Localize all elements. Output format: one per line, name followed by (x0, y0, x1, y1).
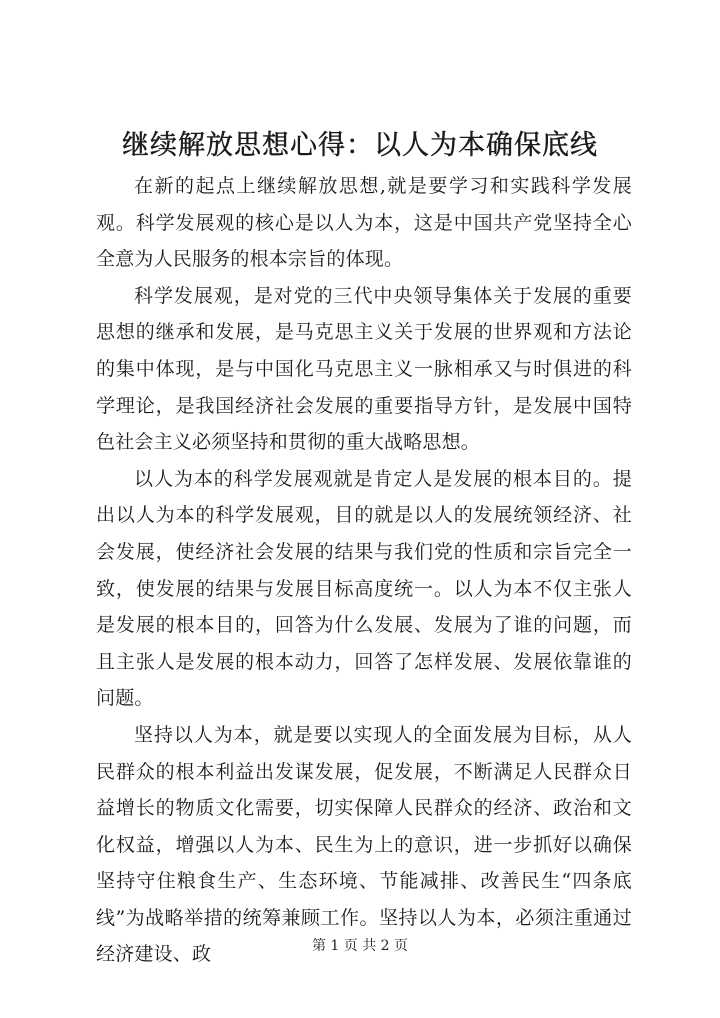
paragraph-3: 以人为本的科学发展观就是肯定人是发展的根本目的。提出以人为本的科学发展观，目的就是以人的发展统领经济、社会发展，使经济社会发展的结果与我们党的性质和宗旨完全一致，使发展的结果与发展目标高度统一。以人为本不仅主张人是发展的根本目的，回答为什么发展、发展为了谁的问题，而且主张人是发展的根本动力，回答了怎样发展、发展依靠谁的问题。 (96, 467, 632, 710)
document-title: 继续解放思想心得：以人为本确保底线 (122, 130, 598, 161)
paragraph-2: 科学发展观，是对党的三代中央领导集体关于发展的重要思想的继承和发展，是马克思主义关于发展的世界观和方法论的集中体现，是与中国化马克思主义一脉相承又与时俱进的科学理论，是我国经济社会发展的重要指导方针，是发展中国特色社会主义必须坚持和贯彻的重大战略思想。 (96, 284, 632, 454)
paragraph-4: 坚持以人为本，就是要以实现人的全面发展为目标，从人民群众的根本利益出发谋发展，促发展，不断满足人民群众日益增长的物质文化需要，切实保障人民群众的经济、政治和文化权益，增强以人为本、民生为上的意识，进一步抓好以确保坚持守住粮食生产、生态环境、节能减排、改善民生“四条底线”为战略举措的统筹兼顾工作。坚持以人为本，必须注重通过经济建设、政 (96, 723, 632, 966)
paragraph-1: 在新的起点上继续解放思想,就是要学习和实践科学发展观。科学发展观的核心是以人为本，这是中国共产党坚持全心全意为人民服务的根本宗旨的体现。 (96, 175, 632, 271)
page-number-footer: 第 1 页 共 2 页 (311, 938, 409, 954)
document-body (96, 168, 632, 973)
